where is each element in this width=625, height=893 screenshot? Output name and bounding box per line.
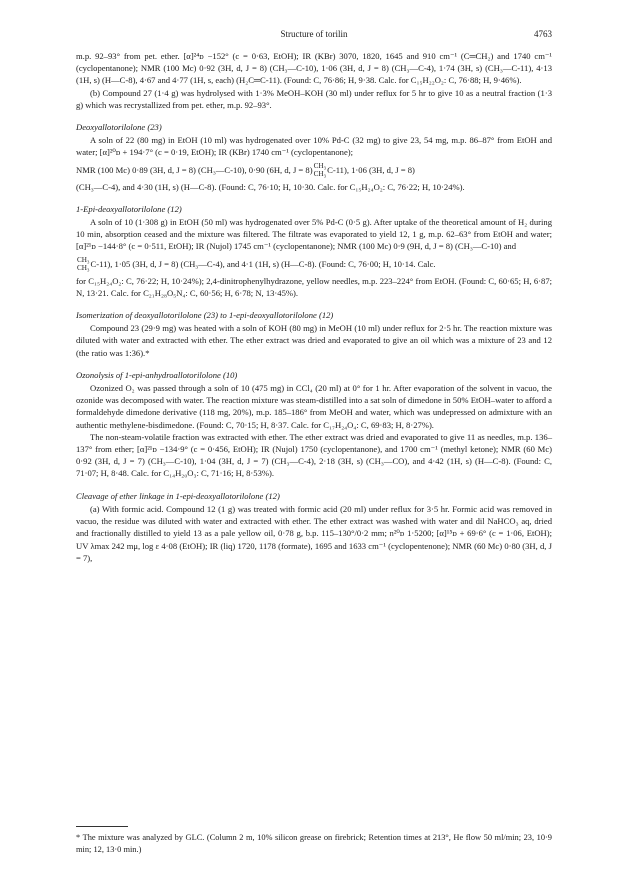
running-title: Structure of torilin: [280, 29, 348, 39]
section-heading-ozonolysis: Ozonolysis of 1-epi-anhydroallotorilolone (10): [76, 369, 238, 380]
isopropyl-top-methyl: CH₃: [313, 161, 327, 170]
nmr-line-isopropyl: [76, 162, 552, 178]
isopropyl-bottom-methyl: CH₃: [313, 169, 327, 178]
nmr-text-start: NMR (100 Mc) 0·89 (3H, d, J = 8) (CH₃—C-10), 0·90 (6H, d, J = 8): [76, 164, 313, 175]
isopropyl-bracket: [314, 162, 327, 178]
nmr-text-end: C-11), 1·06 (3H, d, J = 8): [327, 164, 415, 175]
paragraph-non-volatile-fraction: The non-steam-volatile fraction was extracted with ether. The ether extract was dried and evaporated to give 11 as needles, m.p. 136–137° from ether; [α]²¹ᴅ −134·9° (c = 0·456, EtOH); IR (Nujol) 1750 (cyclopentanone), and 1700 cm⁻¹ (methyl ketone); NMR (60 Mc) 0·92 (3H, d, J = 7) (CH₃—C-10), 1·04 (3H, d, J = 7) (CH₃—C-4), 2·18 (3H, s) (CH₃—CO), and 4·42 (1H, s) (H—C-8). (Found: C, 71·07; H, 8·48. Calc. for C₁₄H₂₀O₃: C, 71·16; H, 8·53%).: [76, 431, 552, 479]
paragraph-ozonolysis: Ozonized O₂ was passed through a soln of 10 (475 mg) in CCl₄ (20 ml) at 0° for 1 hr. After evaporation of the solvent in vacuo, the ozonide was decomposed with water. The reaction mixture was steam-distilled into a sat soln of dimedone in 50% EtOH–water to afford a formaldehyde dimedone derivative (118 mg, 20%), m.p. 185–186° from MeOH and water, which was undepressed on admixture with an authentic methylene-bisdimedone. (Found: C, 70·15; H, 8·37. Calc. for C₁₇H₂₄O₄: C, 69·83; H, 8·27%).: [76, 383, 552, 430]
paragraph-compound-27-hydrolysis: (b) Compound 27 (1·4 g) was hydrolysed with 1·3% MeOH–KOH (30 ml) under reflux for 5 hr to give 10 as a neutral fraction (1·3 g) which was recrystallized from pet. ether, m.p. 92–93°.: [76, 87, 552, 110]
section-heading-1-epi-deoxyallotorilolone: 1-Epi-deoxyallotorilolone (12): [76, 203, 182, 214]
running-header: [76, 28, 552, 50]
paragraph-isomerization: Compound 23 (29·9 mg) was heated with a soln of KOH (80 mg) in MeOH (10 ml) under reflux for 2·5 hr. The reaction mixture was diluted with water and extracted with ether. The ether extract was dried and evaporated to give an oil which was a mixture of 23 and 12 (the ratio was 1:36).*: [76, 323, 552, 358]
paragraph-1-epi-deoxyallotorilolone: A soln of 10 (1·308 g) in EtOH (50 ml) was hydrogenated over 5% Pd-C (0·5 g). After uptake of the theoretical amount of H₂ during 10 min, absorption ceased and the mixture was filtered. The filtrate was evaporated to yield 12, 1 g, m.p. 62–63° from EtOH and water; [α]²¹ᴅ −144·8° (c = 0·511, EtOH); IR (Nujol) 1745 cm⁻¹ (cyclopentanone); NMR (100 Mc) 0·9 (9H, d, J = 8) (CH₃—C-10) and: [76, 217, 552, 252]
isopropyl-bracket-2: [77, 256, 90, 272]
page-number: 4763: [534, 29, 552, 39]
paragraph-continuation: m.p. 92–93° from pet. ether. [α]²⁴ᴅ −152° (c = 0·63, EtOH); IR (KBr) 3070, 1820, 1645 and 910 cm⁻¹ (C═CH₂) and 1740 cm⁻¹ (cyclopentanone); NMR (100 Mc) 0·92 (3H, d, J = 8) (CH₃—C-10), 1·06 (3H, d, J = 8) (CH₃—C-4), 1·74 (3H, s) (CH₃—C-11), 4·13 (1H, s) (H—C-8), 4·67 and 4·77 (1H, s, each) (H₂C═C-11). (Found: C, 76·86; H, 9·38. Calc. for C₁₅H₂₂O₂: C, 76·88; H, 9·46%).: [76, 51, 552, 86]
nmr-text-end-2: C-11), 1·05 (3H, d, J = 8) (CH₃—C-4), and 4·1 (1H, s) (H—C-8). (Found: C, 76·00; H, 10·14. Calc.: [90, 258, 436, 269]
isopropyl-bottom-methyl-2: CH₃: [77, 263, 90, 272]
section-heading-deoxyallotorilolone: Deoxyallotorilolone (23): [76, 122, 162, 133]
section-heading-isomerization: Isomerization of deoxyallotorilolone (23) to 1-epi-deoxyallotorilolone (12): [76, 310, 334, 321]
paragraph-dnp-derivative: for C₁₅H₂₄O₂: C, 76·22; H, 10·24%); 2,4-dinitrophenylhydrazone, yellow needles, m.p. 223–224° from EtOH. (Found: C, 60·65; H, 6·87; N, 13·21. Calc. for C₂₁H₂₈O₅N₄: C, 60·56; H, 6·78; N, 13·45%).: [76, 275, 552, 298]
paragraph-formic-acid: (a) With formic acid. Compound 12 (1 g) was treated with formic acid (20 ml) under reflux for 3·5 hr. Formic acid was removed in vacuo, the residue was diluted with water and extracted with ether. The ether extract was washed with water and dil NaHCO₃ aq, dried and fractionally distilled to yield 13 as a pale yellow oil, 0·78 g, b.p. 115–130°/0·2 mm; n²⁰ᴅ 1·5200; [α]¹⁵ᴅ + 69·6° (c = 1·06, EtOH); UV λmax 242 mμ, log ε 4·08 (EtOH); IR (liq) 1720, 1178 (formate), 1695 and 1633 cm⁻¹ (cyclopentenone); NMR (60 Mc) 0·80 (3H, d, J = 7),: [76, 503, 552, 563]
paragraph-deoxyallotorilolone-analysis: (CH₃—C-4), and 4·30 (1H, s) (H—C-8). (Found: C, 76·10; H, 10·30. Calc. for C₁₅H₂₄O₂: C, 76·22; H, 10·24%).: [76, 181, 465, 192]
footnote: * The mixture was analyzed by GLC. (Column 2 m, 10% silicon grease on firebrick; Retention times at 213°, He flow 50 ml/min; 23, 10·9 min; 12, 13·0 min.): [76, 833, 552, 854]
nmr-line-isopropyl-2: [76, 256, 552, 272]
paragraph-deoxyallotorilolone: A soln of 22 (80 mg) in EtOH (10 ml) was hydrogenated over 10% Pd-C (32 mg) to give 23, 54 mg, m.p. 86–87° from EtOH and water; [α]²⁰ᴅ + 194·7° (c = 0·19, EtOH); IR (KBr) 1740 cm⁻¹ (cyclopentanone);: [76, 135, 552, 158]
isopropyl-top-methyl-2: CH₃: [77, 255, 90, 264]
page-body: [76, 28, 552, 564]
footnote-rule: [76, 826, 128, 827]
section-heading-cleavage: Cleavage of ether linkage in 1-epi-deoxyallotorilolone (12): [76, 490, 280, 501]
